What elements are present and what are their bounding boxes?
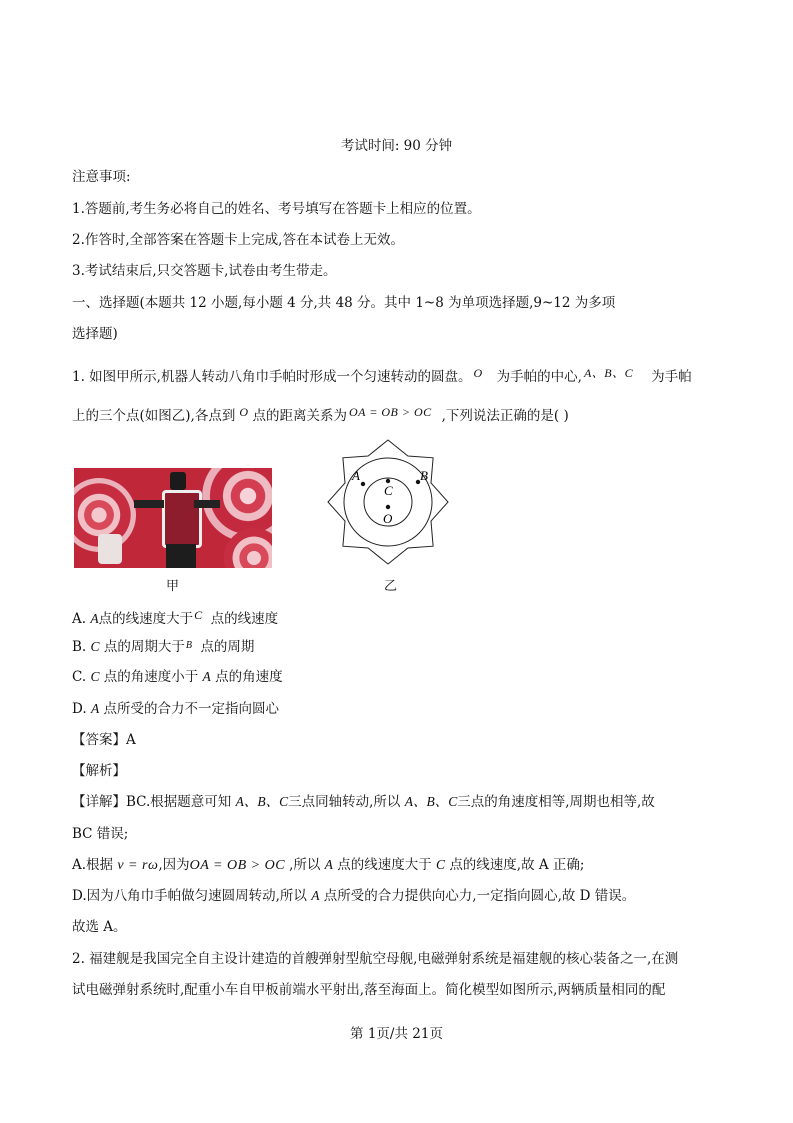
q1-option-b bbox=[72, 637, 254, 656]
robot-arm-left bbox=[134, 500, 164, 508]
second-robot bbox=[98, 534, 122, 564]
q1-var-o-2: O bbox=[239, 405, 249, 419]
option-c-text: 点的角速度小于 bbox=[103, 669, 199, 685]
q2-stem-line-1: 2. 福建舰是我国完全自主设计建造的首艘弹射型航空母舰,电磁弹射系统是福建舰的核心装备之一,在测 bbox=[72, 951, 679, 967]
option-b-text-2: 点的周期 bbox=[200, 639, 255, 655]
point-c-label: C bbox=[384, 483, 393, 498]
figure-jia-label: 甲 bbox=[166, 579, 180, 594]
q1-analysis-title: 【解析】 bbox=[72, 763, 126, 779]
option-b-text: 点的周期大于 bbox=[103, 639, 185, 655]
detail-3-text-b: ,因为 bbox=[158, 857, 190, 873]
option-c-text-2: 点的角速度 bbox=[215, 669, 283, 685]
point-a-dot bbox=[361, 482, 365, 486]
figure-yi-label: 乙 bbox=[384, 579, 398, 594]
q1-detail-line-4 bbox=[72, 887, 635, 905]
option-c-var2: A bbox=[202, 669, 211, 684]
robot-photo bbox=[74, 468, 272, 568]
detail-3-var2: C bbox=[436, 857, 446, 872]
q2-stem-line-2: 试电磁弹射系统时,配重小车自甲板前端水平射出,落至海面上。简化模型如图所示,两辆质量相同的配 bbox=[72, 982, 666, 998]
robot-vest bbox=[162, 490, 202, 548]
section-heading-line-1: 一、选择题(本题共 12 小题,每小题 4 分,共 48 分。其中 1~8 为单项选择题,9~12 为多项 bbox=[72, 295, 616, 311]
detail-3-formula: v = rω bbox=[117, 858, 159, 873]
detail-3-var: A bbox=[324, 857, 333, 872]
detail-1-vars: A、B、C bbox=[235, 794, 289, 809]
point-o-dot bbox=[386, 505, 390, 509]
q1-relation: OA = OB > OC bbox=[349, 405, 432, 419]
detail-4-text-b: 点所受的合力提供向心力,一定指向圆心,故 D 错误。 bbox=[323, 888, 636, 904]
detail-4-var: A bbox=[311, 888, 320, 903]
q1-stem-text-e: 点的距离关系为 bbox=[252, 408, 347, 424]
q1-var-abc: A、B、C bbox=[583, 366, 634, 380]
robot-head bbox=[170, 472, 186, 490]
notice-item-2: 2.作答时,全部答案在答题卡上完成,答在本试卷上无效。 bbox=[72, 232, 404, 248]
q1-detail-line-2: BC 错误; bbox=[72, 826, 129, 842]
detail-3-text-e: 点的线速度,故 A 正确; bbox=[449, 857, 585, 873]
octagram-shape bbox=[328, 440, 448, 564]
q1-stem-text-a: 1. 如图甲所示,机器人转动八角巾手帕时形成一个匀速转动的圆盘。 bbox=[72, 369, 472, 385]
q1-stem-line-2 bbox=[72, 403, 569, 425]
notice-title: 注意事项: bbox=[72, 169, 131, 185]
option-a-text: 点的线速度大于 bbox=[98, 611, 194, 627]
page-footer: 第 1页/共 21页 bbox=[350, 1026, 443, 1042]
point-o-label: O bbox=[383, 511, 393, 526]
q1-detail-line-3 bbox=[72, 856, 584, 875]
detail-3-text-c: ,所以 bbox=[289, 857, 321, 873]
detail-3-text-d: 点的线速度大于 bbox=[337, 857, 432, 873]
q1-stem-text-d: 上的三个点(如图乙),各点到 bbox=[72, 408, 236, 424]
q1-stem-text-f: ,下列说法正确的是( ) bbox=[441, 408, 569, 424]
option-d-text: 点所受的合力不一定指向圆心 bbox=[103, 701, 279, 717]
option-c-var: C bbox=[90, 669, 100, 684]
point-b-label: B bbox=[420, 468, 428, 483]
q1-stem-text-c: 为手帕 bbox=[651, 369, 692, 385]
octagram-diagram bbox=[322, 436, 454, 568]
q1-stem-text-b: 为手帕的中心, bbox=[496, 369, 582, 385]
option-b-letter: B. bbox=[72, 639, 87, 655]
section-heading-line-2: 选择题) bbox=[72, 326, 118, 342]
option-a-var2: C bbox=[194, 608, 203, 622]
option-d-letter: D. bbox=[72, 701, 87, 717]
detail-1-text-c: 三点的角速度相等,周期也相等,故 bbox=[457, 794, 655, 810]
detail-3-relation: OA = OB > OC bbox=[189, 858, 286, 873]
q1-option-a bbox=[72, 606, 278, 628]
option-d-var: A bbox=[90, 701, 100, 716]
exam-time: 考试时间: 90 分钟 bbox=[340, 138, 453, 154]
option-a-letter: A. bbox=[72, 611, 87, 627]
robot-arm-right bbox=[194, 500, 220, 508]
option-b-var: C bbox=[90, 639, 100, 654]
robot-base bbox=[166, 544, 196, 568]
q1-detail-line-1 bbox=[72, 793, 655, 811]
notice-item-3: 3.考试结束后,只交答题卡,试卷由考生带走。 bbox=[72, 263, 337, 279]
option-a-var: A bbox=[90, 611, 99, 626]
q1-stem-line-1 bbox=[72, 364, 692, 386]
notice-item-1: 1.答题前,考生务必将自己的姓名、考号填写在答题卡上相应的位置。 bbox=[72, 201, 481, 217]
q1-option-c bbox=[72, 668, 283, 686]
detail-1-text-b: 三点同轴转动,所以 bbox=[288, 794, 401, 810]
detail-1-text-a: 【详解】BC.根据题意可知 bbox=[72, 794, 232, 810]
detail-3-text-a: A.根据 bbox=[72, 857, 114, 873]
q1-detail-line-5: 故选 A。 bbox=[72, 919, 127, 935]
detail-1-vars-2: A、B、C bbox=[404, 794, 458, 809]
point-a-label: A bbox=[352, 468, 360, 483]
option-c-letter: C. bbox=[72, 669, 87, 685]
option-a-text-2: 点的线速度 bbox=[210, 611, 279, 627]
option-b-var2: B bbox=[185, 640, 193, 651]
q1-var-o: O bbox=[473, 366, 483, 380]
detail-4-text-a: D.因为八角巾手帕做匀速圆周转动,所以 bbox=[72, 888, 307, 904]
q1-option-d bbox=[72, 700, 279, 718]
q1-answer: 【答案】A bbox=[72, 732, 136, 748]
